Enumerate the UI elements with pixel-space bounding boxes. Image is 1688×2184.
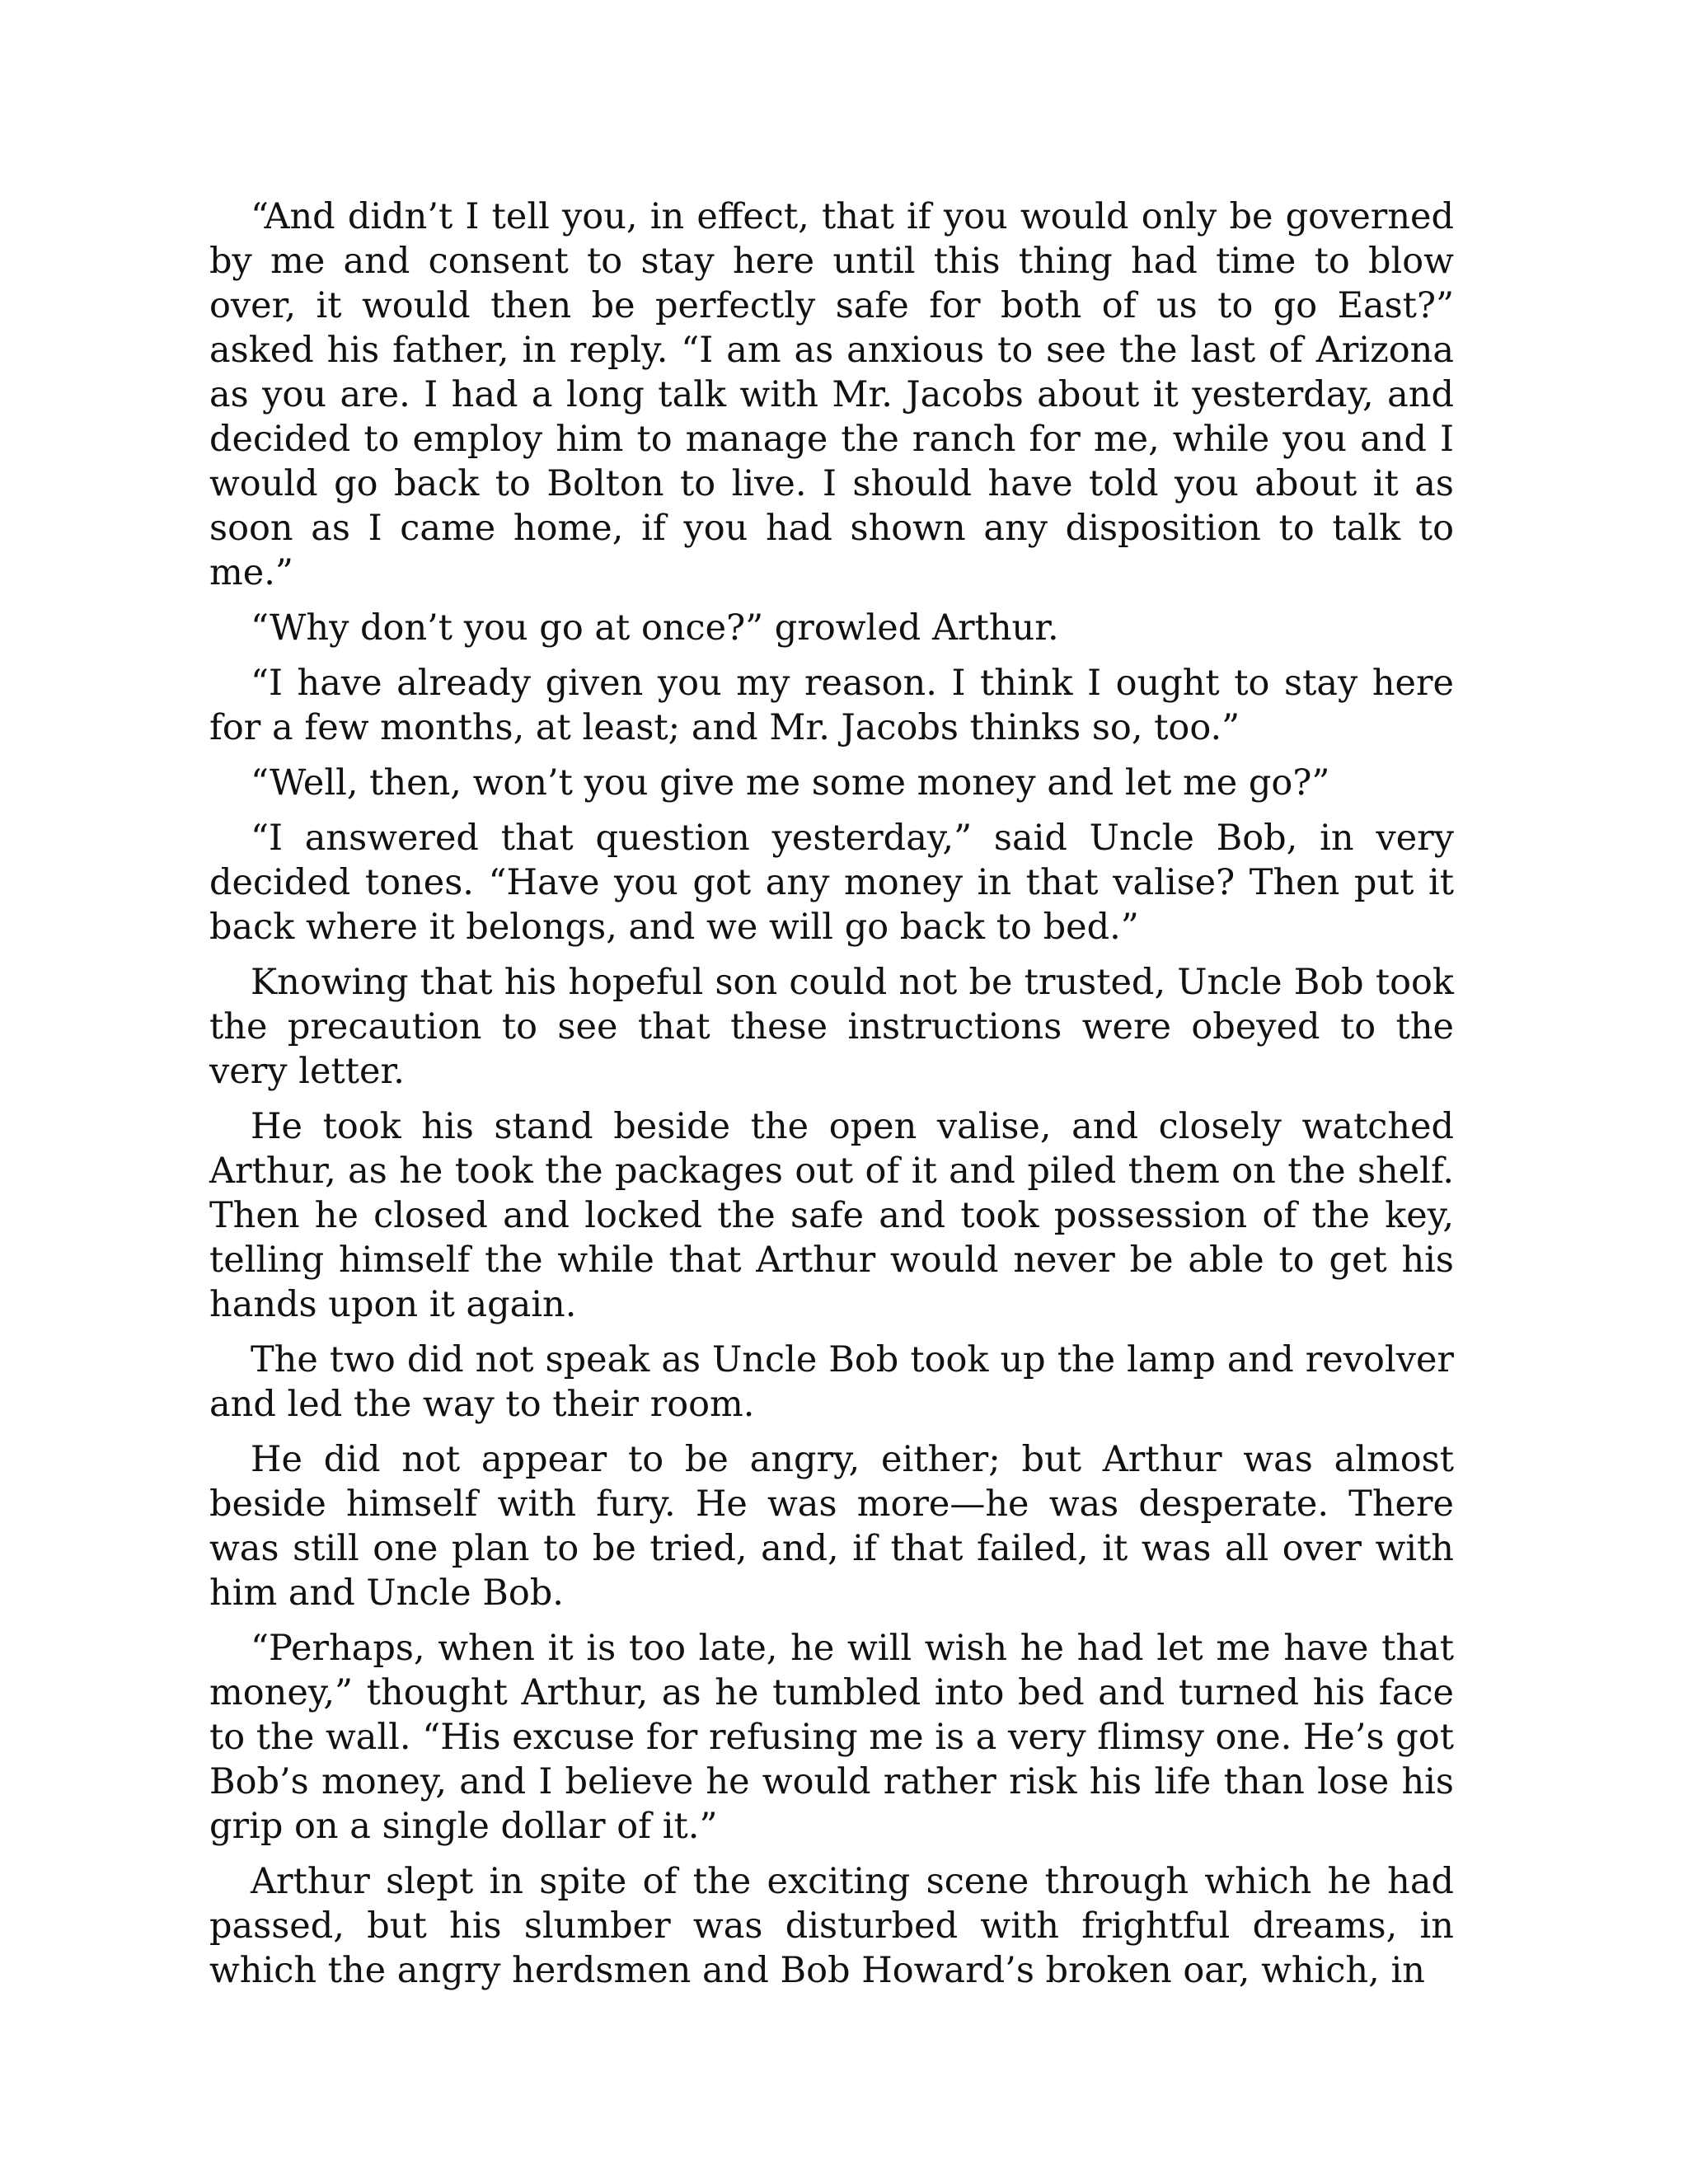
paragraph-6: Knowing that his hopeful son could not be trusted, Uncle Bob took the precaution to see that these instructions were obeyed to the very letter.: [209, 962, 1454, 1092]
paragraph-10: “Perhaps, when it is too late, he will wish he had let me have that money,” thought Arthur, as he tumbled into bed and turned his face to the wall. “His excuse for refusing me is a very flimsy one. He’s got Bob’s money, and I believe he would rather risk his life than lose his grip on a single dollar of it.”: [209, 1628, 1454, 1847]
paragraph-11: Arthur slept in spite of the exciting scene through which he had passed, but his slumber was disturbed with frightful dreams, in which the angry herdsmen and Bob Howard’s broken oar, which, in: [209, 1861, 1454, 1991]
paragraph-4: “Well, then, won’t you give me some money and let me go?”: [251, 762, 1330, 804]
paragraph-2: “Why don’t you go at once?” growled Arthur.: [251, 607, 1059, 649]
paragraph-7: He took his stand beside the open valise, and closely watched Arthur, as he took the packages out of it and piled them on the shelf. Then he closed and locked the safe and took possession of the key, telling himself the while that Arthur would never be able to get his hands upon it again.: [209, 1106, 1454, 1325]
paragraph-3: “I have already given you my reason. I think I ought to stay here for a few months, at least; and Mr. Jacobs thinks so, too.”: [209, 663, 1454, 748]
paragraph-5: “I answered that question yesterday,” said Uncle Bob, in very decided tones. “Have you got any money in that valise? Then put it back where it belongs, and we will go back to bed.”: [209, 818, 1454, 948]
paragraph-8: The two did not speak as Uncle Bob took up the lamp and revolver and led the way to their room.: [209, 1339, 1454, 1425]
paragraph-1: “And didn’t I tell you, in effect, that if you would only be governed by me and consent to stay here until this thing had time to blow over, it would then be perfectly safe for both of us to go East?” asked his father, in reply. “I am as anxious to see the last of Arizona as you are. I had a long talk with Mr. Jacobs about it yesterday, and decided to employ him to manage the ranch for me, while you and I would go back to Bolton to live. I should have told you about it as soon as I came home, if you had shown any disposition to talk to me.”: [209, 196, 1454, 593]
book-page: [209, 194, 1454, 2004]
paragraph-9: He did not appear to be angry, either; but Arthur was almost beside himself with fury. He was more—he was desperate. There was still one plan to be tried, and, if that failed, it was all over with him and Uncle Bob.: [209, 1439, 1454, 1614]
